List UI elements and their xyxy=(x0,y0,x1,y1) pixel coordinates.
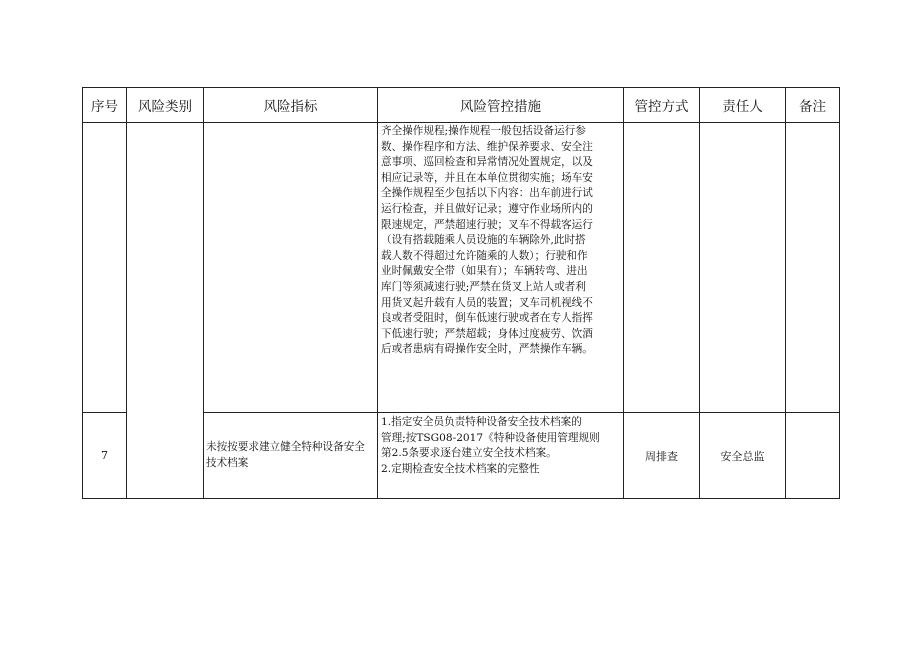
cell-remark xyxy=(786,123,840,413)
cell-indicator: 未按按要求建立健全特种设备安全技术档案 xyxy=(204,413,378,499)
cell-owner xyxy=(700,123,786,413)
measures-line: 后或者患病有碍操作安全时，严禁操作车辆。 xyxy=(381,343,593,356)
cell-owner: 安全总监 xyxy=(700,413,786,499)
measures-line: 齐全操作规程;操作规程一般包括设备运行参 xyxy=(381,125,586,137)
measures-line: 用货叉起升载有人员的装置；叉车司机视线不 xyxy=(381,296,593,309)
measures-line: 下低速行驶；严禁超载；身体过度疲劳、饮酒 xyxy=(381,327,593,340)
header-remark: 备注 xyxy=(786,88,840,123)
cell-category xyxy=(127,123,204,499)
measures-line: （设有搭载随乘人员设施的车辆除外,此时搭 xyxy=(381,234,586,247)
measures-line: 限速规定，严禁超速行驶；叉车不得载客运行 xyxy=(381,218,593,231)
table-header-row xyxy=(83,88,840,123)
measures-line: 1.指定安全员负责特种设备安全技术档案的 xyxy=(381,416,582,428)
cell-method: 周排查 xyxy=(624,413,700,499)
measures-line: 第2.5条要求逐台建立安全技术档案。 xyxy=(381,447,557,460)
measures-line: 数、操作程序和方法、维护保养要求、安全注 xyxy=(381,140,593,153)
measures-line: 管理;按TSG08-2017《特种设备使用管理规则 xyxy=(381,431,600,444)
measures-line: 意事项、巡回检查和异常情况处置规定，以及 xyxy=(381,156,593,169)
measures-line: 良或者受阻时，倒车低速行驶或者在专人指挥 xyxy=(381,312,593,325)
cell-measures xyxy=(378,123,624,413)
header-owner: 责任人 xyxy=(700,88,786,123)
measures-line: 全操作规程至少包括以下内容：出车前进行试 xyxy=(381,187,593,200)
measures-line: 库门等须减速行驶;严禁在货叉上站人或者利 xyxy=(381,280,586,293)
measures-line: 业时佩戴安全带（如果有）；车辆转弯、进出 xyxy=(381,265,588,278)
cell-seq: 7 xyxy=(83,413,127,499)
header-category: 风险类别 xyxy=(127,88,204,123)
cell-method xyxy=(624,123,700,413)
header-measures: 风险管控措施 xyxy=(378,88,624,123)
table-row xyxy=(83,123,840,413)
measures-line: 相应记录等，并且在本单位贯彻实施；场车安 xyxy=(381,171,593,184)
header-seq: 序号 xyxy=(83,88,127,123)
risk-control-table xyxy=(82,87,840,499)
measures-line: 运行检查，并且做好记录；遵守作业场所内的 xyxy=(381,202,593,215)
cell-seq xyxy=(83,123,127,413)
header-indicator: 风险指标 xyxy=(204,88,378,123)
cell-measures xyxy=(378,413,624,499)
header-method: 管控方式 xyxy=(624,88,700,123)
measures-line: 载人数不得超过允许随乘的人数）；行驶和作 xyxy=(381,249,588,262)
cell-remark xyxy=(786,413,840,499)
measures-line: 2.定期检查安全技术档案的完整性 xyxy=(381,462,540,475)
cell-indicator xyxy=(204,123,378,413)
